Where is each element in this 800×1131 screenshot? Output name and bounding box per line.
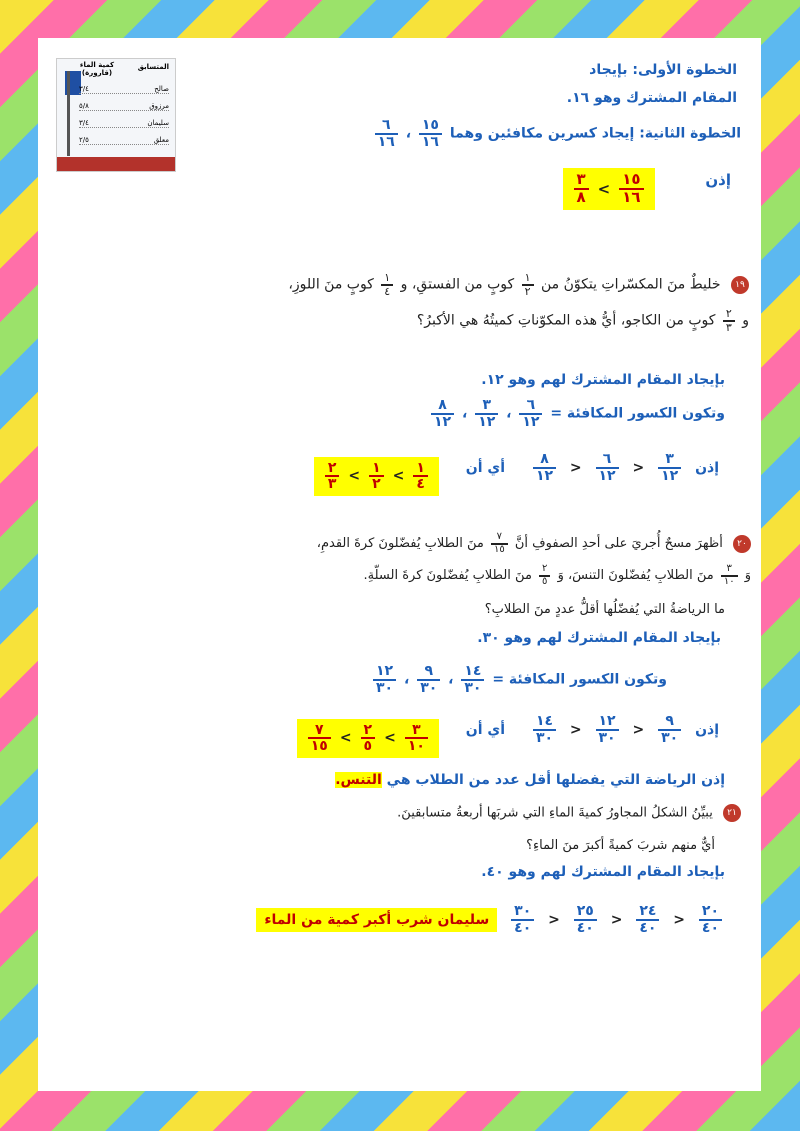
fraction: ١٥ ١٦ [419,118,442,149]
fraction: ٣ ١٠ [721,564,738,587]
figure-rows [79,85,169,153]
q19-ans2: وتكون الكسور المكافئة = ٦ ١٢ ، ٣ ١٢ ، ٨ ١٢ [428,398,725,429]
q21-answer: سليمان شرب أكبر كمية من الماء [256,908,497,932]
q20-boxed: ٣ ١٠ > ٢ ٥ > ٧ ١٥ [297,719,439,758]
fraction: ٣ ١٠ [405,723,428,754]
fraction: ٧ ١٥ [491,532,508,555]
fraction: ١ ٤ [413,461,428,492]
fraction: ٦ ١٦ [375,118,398,149]
figure-row: سليمان ٣/٤ [79,119,169,127]
step2-text: الخطوة الثانية: إيجاد كسرين مكافئين وهما [449,125,741,142]
fraction: ١٢ ٣٠ [596,714,619,745]
q19-line2: و ٢ ٣ كوبٍ من الكاجو، أيُّ هذه المكوّناتِ كميتُهُ هي الأكبرُ؟ [416,307,749,334]
figure-header: المتسابق [137,63,169,71]
fraction: ١ ٢ [522,272,534,297]
figure-header2: كمية الماء (قارورة) [79,61,115,77]
fraction: ٨ ١٢ [431,398,454,429]
fraction: ٢٠ ٤٠ [699,904,722,935]
q21-line1: ٢١ يبيِّنُ الشكلُ المجاورُ كميةَ الماءِ التي شربَها أربعةُ متسابقينَ. [397,804,741,822]
worksheet-page [38,38,761,1091]
step1-line-b: المقام المشترك وهو ١٦. [566,90,737,106]
q21-line2: أيٌّ منهم شربَ كميةً أكبرَ منَ الماءِ؟ [526,838,715,853]
figure-row: صالح ٣/٤ [79,85,169,93]
fraction: ٦ ١٢ [519,398,542,429]
operator: < [597,179,611,198]
figure-row: معلق ٢/٥ [79,136,169,144]
q19-boxed: ١ ٤ > ١ ٢ > ٢ ٣ [314,457,439,496]
fraction: ٢٥ ٤٠ [574,904,597,935]
step-result [563,168,737,210]
q20-ans1: بإيجاد المقام المشترك لهم وهو ٣٠. [477,630,721,646]
fraction: ١٢ ٣٠ [373,664,396,695]
race-figure [56,58,176,172]
fraction: ٣٠ ٤٠ [511,904,534,935]
step2-line [372,118,741,149]
fraction: ١٤ ٣٠ [533,714,556,745]
figure-row: مرزوق ٥/٨ [79,102,169,110]
fraction: ١٥ ١٦ [619,172,643,206]
q20-conclusion: إذن الرياضة التي يفضلها أقل عدد من الطلاب هي التنس. [335,772,725,788]
fraction: ٧ ١٥ [308,723,331,754]
fraction: ١ ٤ [381,272,393,297]
figure-pole [67,71,70,156]
fraction: ٢ ٥ [361,723,376,754]
q21-chain: ٢٠ ٤٠ < ٢٤ ٤٠ < ٢٥ ٤٠ < ٣٠ ٤٠ سليمان شرب أكبر كمية من الماء [256,904,725,935]
q19-line1: ١٩ خليطٌ منَ المكسّراتِ يتكوّنُ من ١ ٢ كوبٍ من الفستقِ، و ١ ٤ كوبٍ منَ اللوزِ، [288,272,749,297]
step1-line-a: الخطوة الأولى: بإيجاد [589,62,737,78]
fraction: ٩ ٣٠ [417,664,440,695]
fraction: ١٤ ٣٠ [461,664,484,695]
q20-number: ٢٠ [733,535,751,553]
fraction: ١ ٢ [369,461,384,492]
q20-line1: ٢٠ أظهرَ مسحٌ أُجريَ على أحدِ الصفوفِ أنَّ ٧ ١٥ منَ الطلابِ يُفضّلونَ كرةَ القدمِ، [317,532,751,555]
fraction: ٣ ٨ [574,172,589,206]
fraction: ٦ ١٢ [596,452,619,483]
q19-chain: إذن ٣ ١٢ < ٦ ١٢ < ٨ ١٢ أي أن ١ ٤ > ١ ٢ > ٢ ٣ [314,452,725,496]
fraction: ٨ ١٢ [533,452,556,483]
fraction: ٣ ١٢ [658,452,681,483]
fraction: ٢ ٣ [325,461,340,492]
then-label: إذن [705,170,731,189]
q20-line2: وَ ٣ ١٠ منَ الطلابِ يُفضّلونَ التنسَ، وَ ٢ ٥ منَ الطلابِ يُفضّلونَ كرةَ السلّةِ. [363,563,751,587]
q20-chain: إذن ٩ ٣٠ < ١٢ ٣٠ < ١٤ ٣٠ أي أن ٣ ١٠ > ٢ ٥ > ٧ ١٥ [297,714,725,758]
fraction: ٣ ١٢ [475,398,498,429]
q19-ans1: بإيجاد المقام المشترك لهم وهو ١٢. [481,372,725,388]
result-box [563,168,655,210]
fraction: ٢٤ ٤٠ [636,904,659,935]
conclusion-highlight: التنس. [335,772,382,788]
q19-number: ١٩ [731,276,749,294]
q21-ans1: بإيجاد المقام المشترك لهم وهو ٤٠. [481,864,725,880]
fraction: ٢ ٣ [723,308,735,333]
q20-ans2: وتكون الكسور المكافئة = ١٤ ٣٠ ، ٩ ٣٠ ، ١٢ ٣٠ [370,664,667,695]
fraction: ٩ ٣٠ [658,714,681,745]
q20-line3: ما الرياضةُ التي يُفضّلُها أقلُّ عددٍ منَ الطلابِ؟ [484,602,725,617]
figure-track [57,157,175,171]
separator: ، [405,125,412,142]
q21-number: ٢١ [723,804,741,822]
fraction: ٢ ٥ [539,564,550,587]
